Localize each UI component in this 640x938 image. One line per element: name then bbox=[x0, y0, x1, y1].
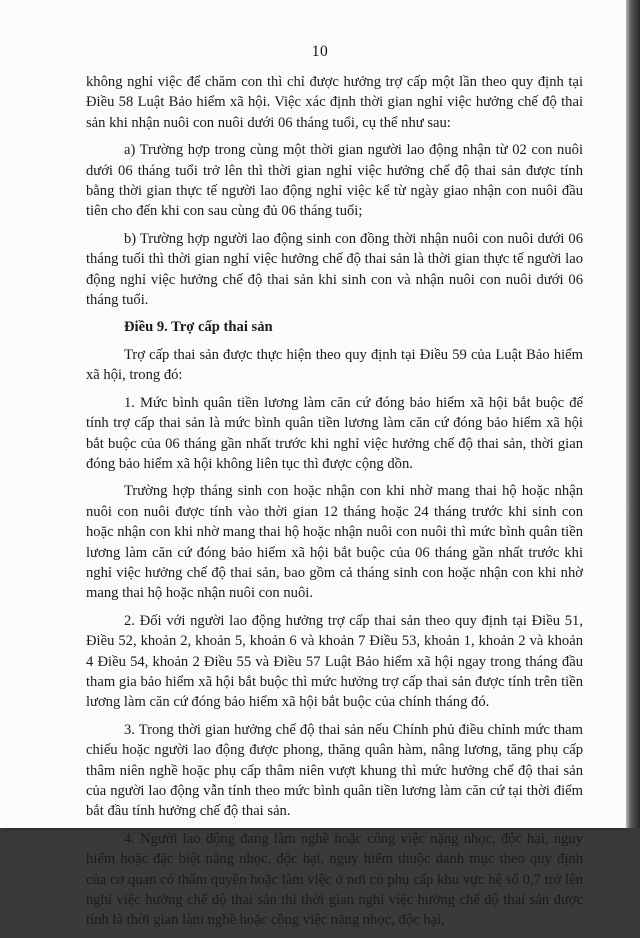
item-1-paragraph: 1. Mức bình quân tiền lương làm căn cứ đóng bảo hiểm xã hội bắt buộc để tính trợ cấp thai sản là mức bình quân tiền lương làm căn cứ đóng bảo hiểm xã hội bắt buộc của 06 tháng gần nhất trước khi nghỉ việc hưởng chế độ thai sản, thời gian đóng bảo hiểm xã hội không liên tục thì được cộng dồn. bbox=[86, 394, 583, 472]
article-heading: Điều 9. Trợ cấp thai sản bbox=[124, 319, 273, 336]
item-4-paragraph: 4. Người lao động đang làm nghề hoặc công việc nặng nhọc, độc hại, nguy hiểm hoặc đặc biệt nặng nhọc, độc hại, nguy hiểm thuộc danh mục theo quy định của cơ quan có thẩm quyền hoặc làm việc ở nơi có phụ cấp khu vực hệ số 0,7 trở lên nghỉ việc hưởng chế độ thai sản thì thời gian nghỉ việc hưởng chế độ thai sản được tính là thời gian làm nghề hoặc công việc nặng nhọc, độc hại, bbox=[86, 830, 583, 929]
page-number: 10 bbox=[311, 43, 329, 60]
continuation-paragraph: không nghỉ việc để chăm con thì chỉ được hưởng trợ cấp một lần theo quy định tại Điều 58 Luật Bảo hiểm xã hội. Việc xác định thời gian nghỉ việc hưởng chế độ thai sản khi nhận nuôi con nuôi dưới 06 tháng tuổi, cụ thể như sau: bbox=[86, 74, 583, 131]
clause-a-paragraph: a) Trường hợp trong cùng một thời gian người lao động nhận từ 02 con nuôi dưới 06 tháng tuổi trở lên thì thời gian nghỉ việc hưởng chế độ thai sản được tính bằng thời gian thực tế người lao động nghỉ việc kể từ ngày giao nhận con nuôi đầu tiên cho đến khi con sau cùng đủ 06 tháng tuổi; bbox=[86, 142, 583, 220]
clause-b-paragraph: b) Trường hợp người lao động sinh con đồng thời nhận nuôi con nuôi dưới 06 tháng tuổi thì thời gian nghỉ việc hưởng chế độ thai sản là thời gian thực tế người lao động nghỉ việc hưởng chế độ thai sản khi sinh con và nhận nuôi con nuôi dưới 06 tháng tuổi. bbox=[86, 230, 583, 309]
item-1-detail-paragraph: Trường hợp tháng sinh con hoặc nhận con khi nhờ mang thai hộ hoặc nhận nuôi con nuôi được tính vào thời gian 12 tháng hoặc 24 tháng trước khi sinh con hoặc nhận con khi nhờ mang thai hộ hoặc nhận nuôi con nuôi thì mức bình quân tiền lương làm căn cứ đóng bảo hiểm xã hội bắt buộc của 06 tháng gần nhất trước khi nghỉ việc hưởng chế độ thai sản, bao gồm cả tháng sinh con hoặc nhận con khi nhờ mang thai hộ hoặc nhận nuôi con nuôi. bbox=[86, 483, 583, 602]
article-intro-paragraph: Trợ cấp thai sản được thực hiện theo quy định tại Điều 59 của Luật Bảo hiểm xã hội, trong đó: bbox=[86, 346, 583, 384]
page-edge-shadow bbox=[626, 0, 640, 828]
item-3-paragraph: 3. Trong thời gian hưởng chế độ thai sản nếu Chính phủ điều chỉnh mức tham chiếu hoặc người lao động được phong, thăng quân hàm, nâng lương, tăng phụ cấp thâm niên nghề hoặc phụ cấp thâm niên vượt khung thì mức hưởng chế độ thai sản của người lao động vẫn tính theo mức bình quân tiền lương làm căn cứ tại thời điểm bắt đầu tính hưởng chế độ thai sản. bbox=[86, 721, 583, 820]
item-2-paragraph: 2. Đối với người lao động hưởng trợ cấp thai sản theo quy định tại Điều 51, Điều 52, khoản 2, khoản 5, khoản 6 và khoản 7 Điều 53, khoản 1, khoản 2 và khoản 4 Điều 54, khoản 2 Điều 55 và Điều 57 Luật Bảo hiểm xã hội ngay trong tháng đầu tham gia bảo hiểm xã hội bắt buộc thì mức hưởng trợ cấp thai sản được tính trên tiền lương làm căn cứ đóng bảo hiểm xã hội bắt buộc của chính tháng đó. bbox=[86, 612, 583, 711]
document-body bbox=[86, 72, 583, 938]
